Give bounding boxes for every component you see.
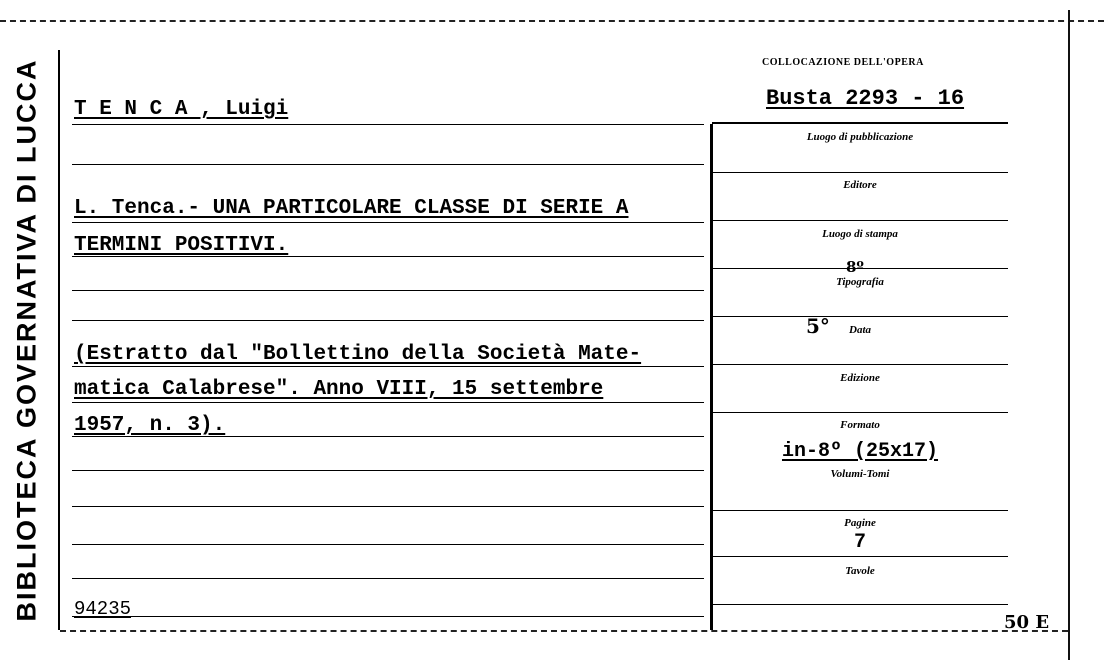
field-rule (712, 364, 1008, 365)
ruled-line (72, 320, 704, 321)
field-label-luogo-pubblicazione: Luogo di pubblicazione (806, 131, 914, 143)
ruled-line (72, 506, 704, 507)
field-label-data: Data (849, 324, 871, 336)
collocation-heading: COLLOCAZIONE DELL'OPERA (762, 57, 924, 68)
ruled-line (72, 578, 704, 579)
handwritten-data-mark: 5° (806, 314, 830, 338)
author-rule (72, 124, 704, 125)
collocation-value: Busta 2293 - 16 (766, 86, 965, 111)
field-rule (712, 412, 1008, 413)
handwritten-corner-mark: 50 E (1004, 612, 1050, 633)
panel-top-rule (712, 122, 1008, 124)
inventory-number: 94235 (74, 598, 132, 620)
title-line-1: L. Tenca.- UNA PARTICOLARE CLASSE DI SERIE A (74, 197, 629, 220)
ruled-line (72, 470, 704, 471)
ruled-line (72, 290, 704, 291)
field-rule (712, 220, 1008, 221)
field-rule (712, 510, 1008, 511)
author-heading: T E N C A , Luigi (74, 98, 289, 121)
note-line-2: matica Calabrese". Anno VIII, 15 settembre (74, 378, 604, 401)
field-rule (712, 172, 1008, 173)
left-margin-rule (58, 50, 60, 630)
field-label-editore: Editore (843, 179, 877, 191)
ruled-line (72, 436, 704, 437)
field-label-pagine: Pagine (844, 517, 876, 529)
handwritten-tipografia-mark: 8º (846, 258, 864, 276)
card-bottom-edge (60, 630, 1068, 632)
ruled-line (72, 222, 704, 223)
ruled-line (72, 544, 704, 545)
field-label-formato: Formato (840, 419, 880, 431)
title-line-2: TERMINI POSITIVI. (74, 234, 289, 257)
field-rule (712, 604, 1008, 605)
field-label-tipografia: Tipografia (836, 276, 884, 288)
field-value-formato: in-8º (25x17) (781, 440, 939, 463)
library-spine-label (5, 40, 49, 640)
field-label-edizione: Edizione (840, 372, 880, 384)
field-label-luogo-stampa: Luogo di stampa (822, 228, 898, 240)
card-right-edge (1068, 10, 1070, 660)
card-top-edge (0, 0, 1104, 22)
field-label-tavole: Tavole (845, 565, 875, 577)
ruled-line (72, 616, 704, 617)
note-line-1: (Estratto dal "Bollettino della Società Mate- (74, 343, 642, 366)
field-value-pagine: 7 (853, 531, 866, 554)
field-rule (712, 556, 1008, 557)
field-rule (712, 316, 1008, 317)
ruled-line (72, 402, 704, 403)
note-line-3: 1957, n. 3). (74, 414, 226, 437)
library-name: BIBLIOTECA GOVERNATIVA DI LUCCA (11, 58, 42, 622)
ruled-line (72, 164, 704, 165)
field-label-volumi-tomi: Volumi-Tomi (830, 468, 890, 480)
ruled-line (72, 256, 704, 257)
ruled-line (72, 366, 704, 367)
